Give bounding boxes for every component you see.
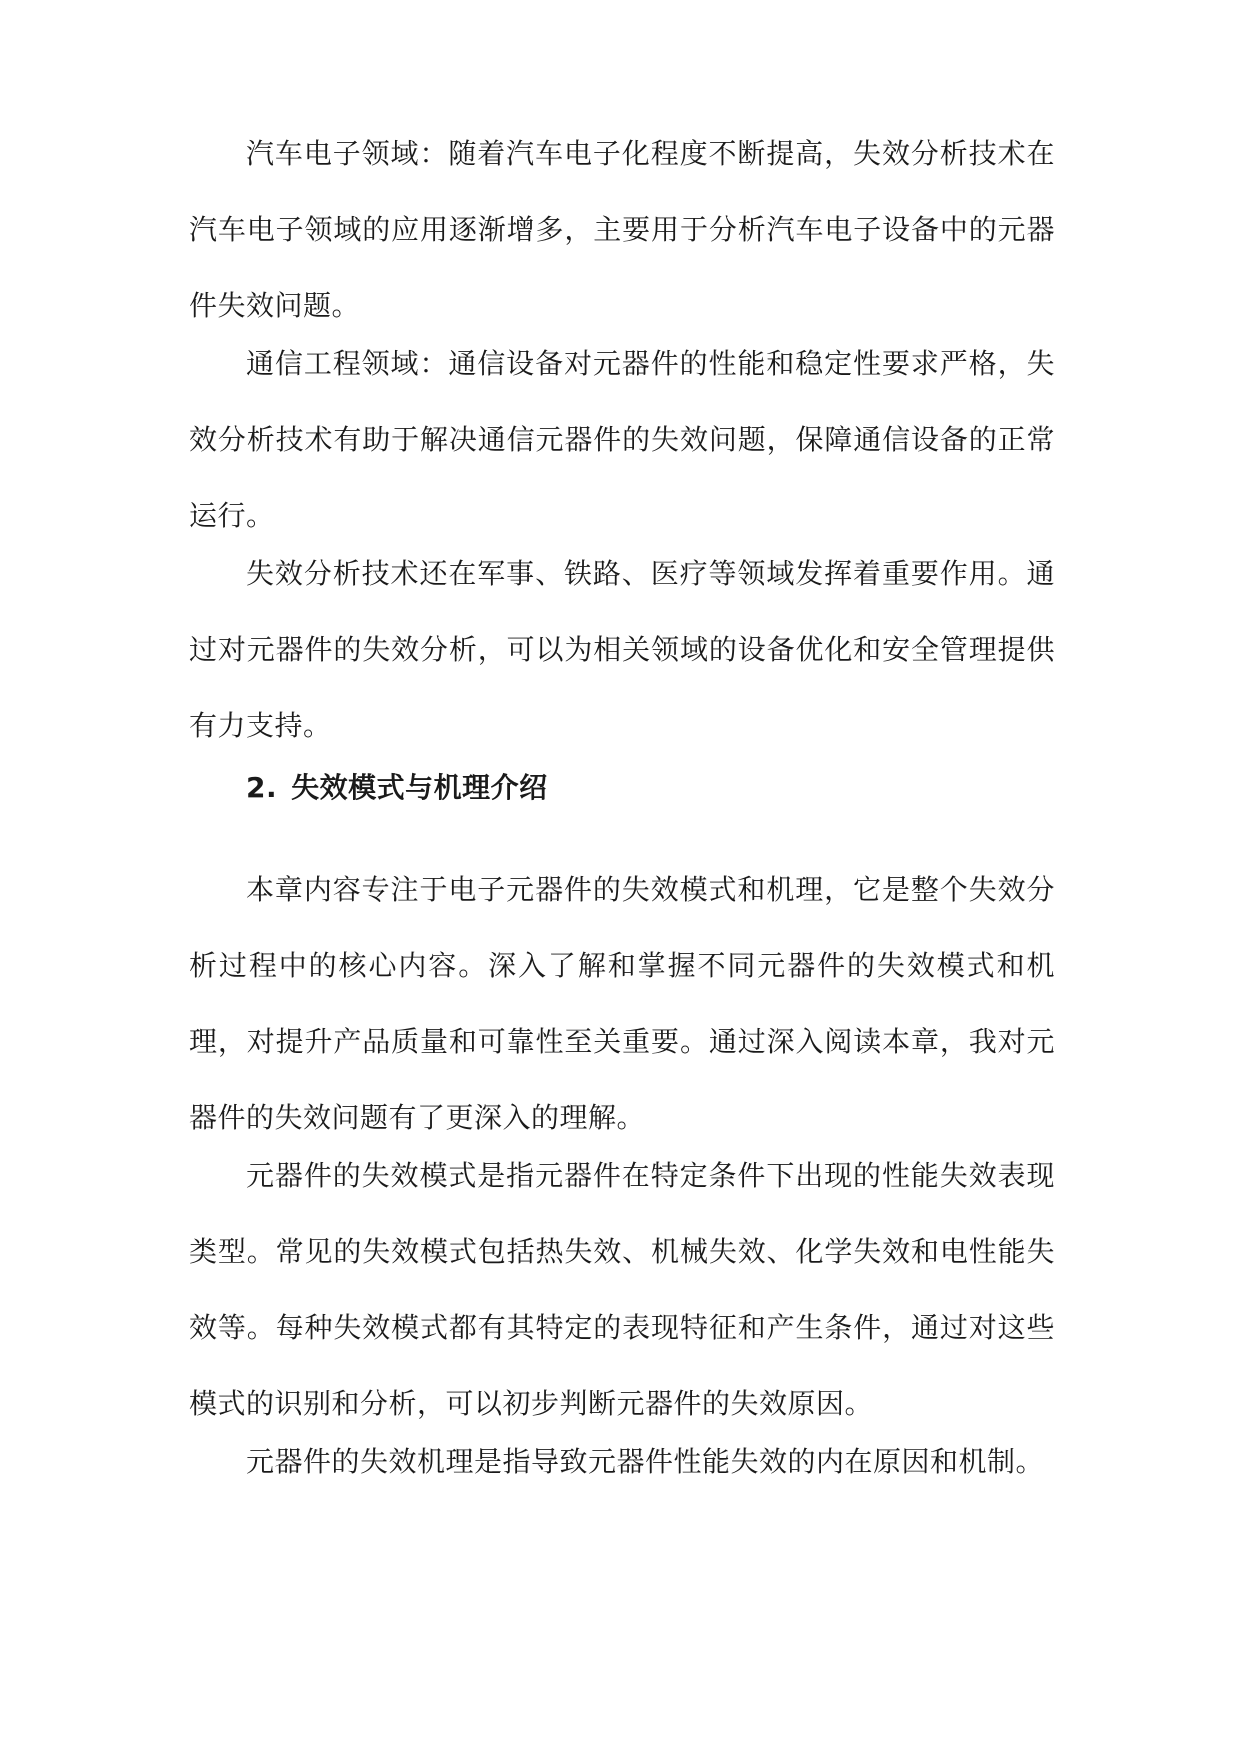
- section-heading: [246, 768, 548, 808]
- paragraph-communication-engineering: 通信工程领域：通信设备对元器件的性能和稳定性要求严格，失效分析技术有助于解决通信元器件的失效问题，保障通信设备的正常运行。: [189, 347, 1055, 532]
- paragraph-other-fields: 失效分析技术还在军事、铁路、医疗等领域发挥着重要作用。通过对元器件的失效分析，可以为相关领域的设备优化和安全管理提供有力支持。: [189, 557, 1055, 742]
- paragraph-chapter-intro: 本章内容专注于电子元器件的失效模式和机理，它是整个失效分析过程中的核心内容。深入了解和掌握不同元器件的失效模式和机理，对提升产品质量和可靠性至关重要。通过深入阅读本章，我对元器件的失效问题有了更深入的理解。: [189, 873, 1055, 1134]
- section-number: 2.: [246, 771, 278, 804]
- section-title: 失效模式与机理介绍: [291, 771, 548, 804]
- paragraph-automotive-electronics: 汽车电子领域：随着汽车电子化程度不断提高，失效分析技术在汽车电子领域的应用逐渐增多，主要用于分析汽车电子设备中的元器件失效问题。: [189, 137, 1055, 322]
- paragraph-failure-mechanism: 元器件的失效机理是指导致元器件性能失效的内在原因和机制。: [246, 1445, 1045, 1478]
- paragraph-failure-modes: 元器件的失效模式是指元器件在特定条件下出现的性能失效表现类型。常见的失效模式包括热失效、机械失效、化学失效和电性能失效等。每种失效模式都有其特定的表现特征和产生条件，通过对这些模式的识别和分析，可以初步判断元器件的失效原因。: [189, 1159, 1055, 1420]
